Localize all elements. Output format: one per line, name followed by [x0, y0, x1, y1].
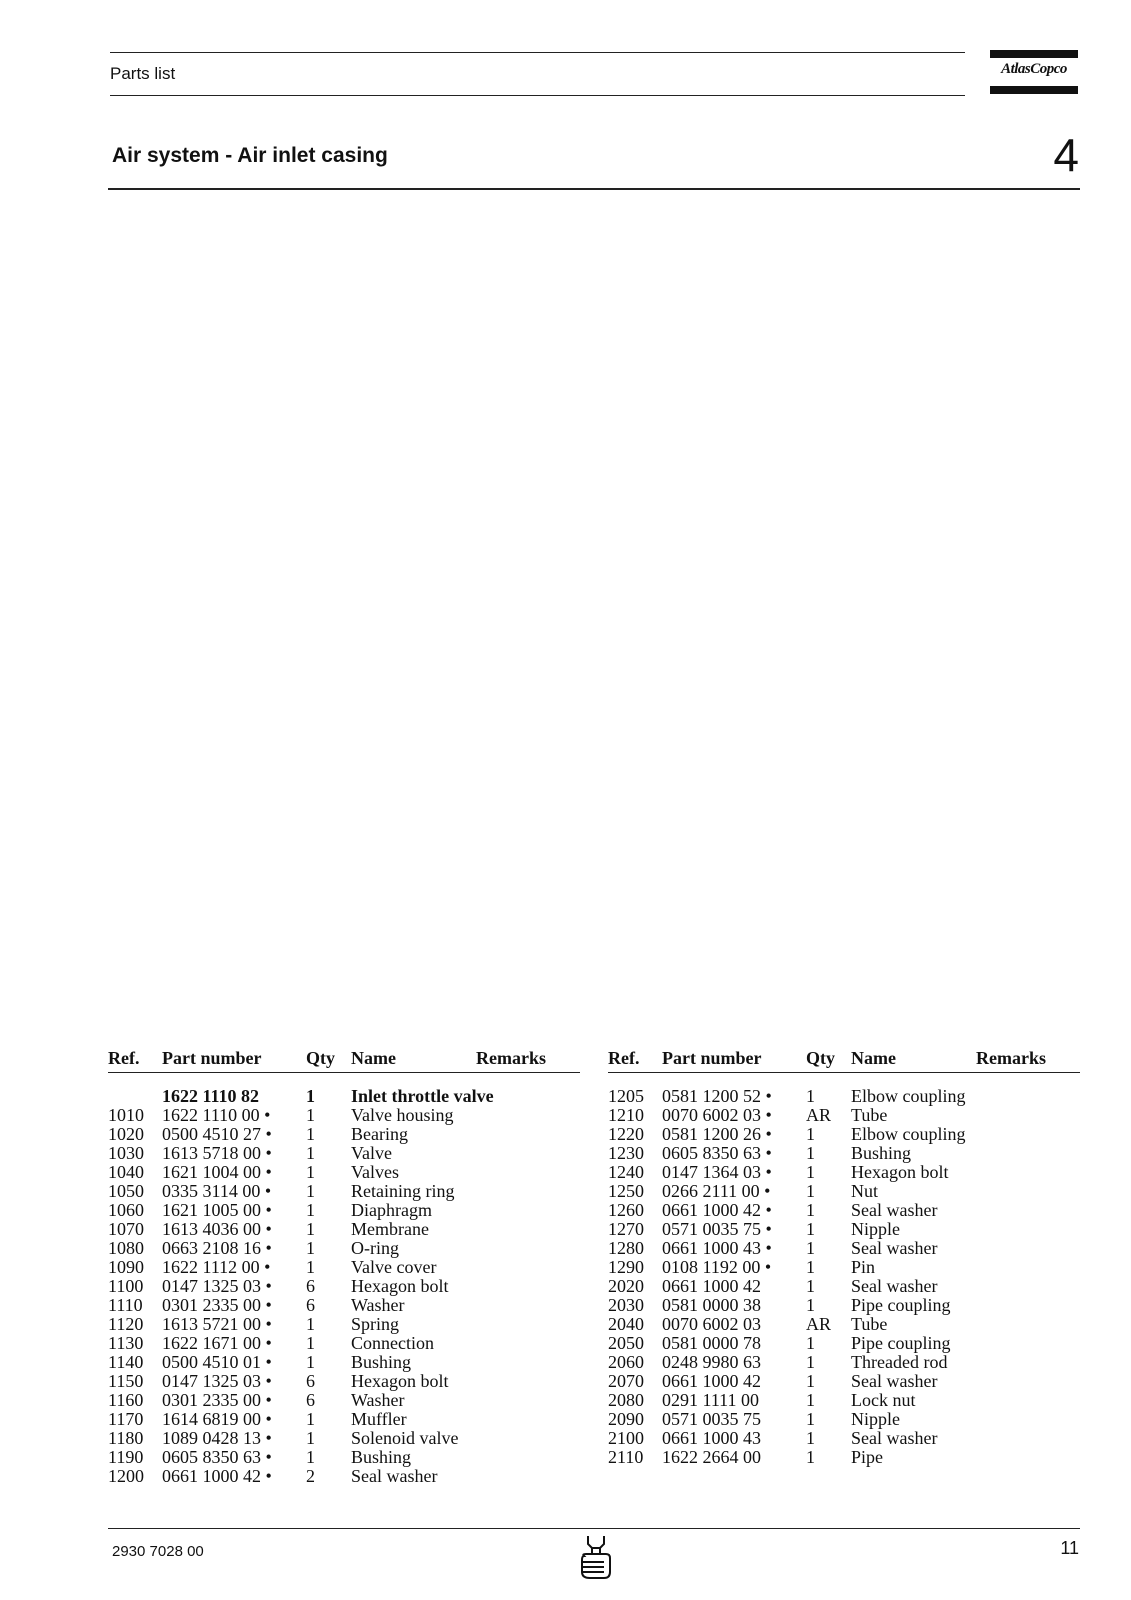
ref-cell: 1070: [108, 1219, 144, 1239]
table-body: [608, 1087, 1080, 1467]
ref-cell: 1150: [108, 1371, 144, 1391]
table-row: [608, 1258, 1080, 1277]
name-cell: Valve housing: [351, 1105, 454, 1125]
qty-cell: 1: [306, 1409, 315, 1429]
table-body: [108, 1087, 580, 1486]
ref-cell: 1210: [608, 1105, 644, 1125]
ref-cell: 1205: [608, 1086, 644, 1106]
part-number-cell: 1622 2664 00: [662, 1447, 761, 1467]
ref-cell: 1260: [608, 1200, 644, 1220]
section-rule: [108, 188, 1080, 190]
ref-cell: 1020: [108, 1124, 144, 1144]
table-row: [608, 1448, 1080, 1467]
name-cell: Bushing: [851, 1143, 912, 1163]
name-cell: Seal washer: [851, 1371, 938, 1391]
name-cell: Valve cover: [351, 1257, 437, 1277]
name-cell: Seal washer: [851, 1200, 938, 1220]
qty-cell: 1: [306, 1238, 315, 1258]
qty-cell: 1: [806, 1257, 815, 1277]
name-cell: Seal washer: [351, 1466, 438, 1486]
part-number-cell: 0581 1200 26 •: [662, 1124, 772, 1144]
header-label: Parts list: [110, 64, 176, 83]
part-number-cell: 0661 1000 43: [662, 1428, 761, 1448]
table-row: [108, 1391, 580, 1410]
name-cell: Pipe coupling: [851, 1295, 951, 1315]
part-number-cell: 1613 5718 00 •: [162, 1143, 272, 1163]
table-row: [108, 1296, 580, 1315]
ref-cell: 1180: [108, 1428, 144, 1448]
qty-column-header: Qty: [806, 1048, 835, 1068]
qty-cell: 1: [806, 1162, 815, 1182]
qty-cell: AR: [806, 1105, 832, 1125]
part-number-cell: 0291 1111 00: [662, 1390, 759, 1410]
table-row: [108, 1125, 580, 1144]
ref-cell: 1120: [108, 1314, 144, 1334]
table-row: [608, 1429, 1080, 1448]
part-number-cell: 1622 1671 00 •: [162, 1333, 272, 1353]
table-row: [108, 1106, 580, 1125]
part-number-cell: 0070 6002 03: [662, 1314, 761, 1334]
ref-cell: 1090: [108, 1257, 144, 1277]
table-row: [608, 1372, 1080, 1391]
part-number-cell: 0581 0000 78: [662, 1333, 761, 1353]
part-number-cell: 0070 6002 03 •: [662, 1105, 772, 1125]
name-cell: Hexagon bolt: [351, 1371, 449, 1391]
ref-cell: 1200: [108, 1466, 144, 1486]
part-number-cell: 0301 2335 00 •: [162, 1295, 272, 1315]
part-number-cell: 1089 0428 13 •: [162, 1428, 272, 1448]
part-number-cell: 0605 8350 63 •: [162, 1447, 272, 1467]
table-row: [608, 1106, 1080, 1125]
name-cell: Tube: [851, 1314, 888, 1334]
qty-cell: 1: [806, 1219, 815, 1239]
table-row: [108, 1372, 580, 1391]
header-top-rule: [110, 52, 965, 53]
name-cell: Membrane: [351, 1219, 429, 1239]
part-number-cell: 0661 1000 42: [662, 1276, 761, 1296]
qty-cell: 1: [306, 1314, 315, 1334]
name-cell: Elbow coupling: [851, 1124, 966, 1144]
ref-cell: 1250: [608, 1181, 644, 1201]
header-bottom-rule: [110, 95, 965, 96]
name-cell: O-ring: [351, 1238, 399, 1258]
qty-cell: 1: [306, 1219, 315, 1239]
illustration-area: [108, 200, 1080, 1030]
ref-cell: 2080: [608, 1390, 644, 1410]
document-number: 2930 7028 00: [112, 1543, 204, 1560]
qty-cell: 1: [306, 1143, 315, 1163]
name-cell: Seal washer: [851, 1276, 938, 1296]
table-row: [608, 1144, 1080, 1163]
name-cell: Valve: [351, 1143, 392, 1163]
name-cell: Hexagon bolt: [851, 1162, 949, 1182]
qty-cell: 2: [306, 1466, 315, 1486]
part-number-cell: 0581 0000 38: [662, 1295, 761, 1315]
part-number-cell: 0500 4510 01 •: [162, 1352, 272, 1372]
ref-cell: 2050: [608, 1333, 644, 1353]
part-number-cell: 1621 1004 00 •: [162, 1162, 272, 1182]
ref-cell: 1290: [608, 1257, 644, 1277]
table-row: [608, 1353, 1080, 1372]
part-number-cell: 0248 9980 63: [662, 1352, 761, 1372]
part-number-cell: 0266 2111 00 •: [662, 1181, 771, 1201]
table-row: [608, 1296, 1080, 1315]
ref-cell: 1010: [108, 1105, 144, 1125]
table-row: [608, 1391, 1080, 1410]
part-number-cell: 0605 8350 63 •: [662, 1143, 772, 1163]
name-cell: Threaded rod: [851, 1352, 948, 1372]
table-row: [108, 1277, 580, 1296]
wrench-hand-icon: [578, 1534, 614, 1580]
footer-rule: [108, 1528, 1080, 1529]
part-number-cell: 0301 2335 00 •: [162, 1390, 272, 1410]
part-number-cell: 0661 1000 43 •: [662, 1238, 772, 1258]
name-cell: Lock nut: [851, 1390, 916, 1410]
name-cell: Elbow coupling: [851, 1086, 966, 1106]
name-cell: Muffler: [351, 1409, 407, 1429]
table-row: [108, 1182, 580, 1201]
name-cell: Nipple: [851, 1219, 900, 1239]
ref-cell: 1100: [108, 1276, 144, 1296]
ref-cell: 1160: [108, 1390, 144, 1410]
table-row: [608, 1277, 1080, 1296]
ref-cell: 1230: [608, 1143, 644, 1163]
name-cell: Washer: [351, 1295, 405, 1315]
part-number-column-header: Part number: [162, 1048, 262, 1068]
ref-cell: 1040: [108, 1162, 144, 1182]
part-number-cell: 1614 6819 00 •: [162, 1409, 272, 1429]
qty-cell: 1: [806, 1352, 815, 1372]
atlas-copco-logo: [990, 50, 1078, 94]
part-number-cell: 1613 4036 00 •: [162, 1219, 272, 1239]
table-row: [108, 1410, 580, 1429]
name-cell: Bearing: [351, 1124, 408, 1144]
table-row: [108, 1220, 580, 1239]
table-row: [108, 1334, 580, 1353]
qty-cell: 1: [806, 1333, 815, 1353]
ref-cell: 2020: [608, 1276, 644, 1296]
part-number-cell: 1621 1005 00 •: [162, 1200, 272, 1220]
name-cell: Retaining ring: [351, 1181, 455, 1201]
part-number-cell: 0661 1000 42: [662, 1371, 761, 1391]
ref-cell: 1130: [108, 1333, 144, 1353]
table-row: [108, 1087, 580, 1106]
part-number-cell: 0147 1325 03 •: [162, 1276, 272, 1296]
remarks-column-header: Remarks: [976, 1048, 1046, 1068]
table-row: [608, 1220, 1080, 1239]
qty-cell: 1: [806, 1371, 815, 1391]
qty-cell: 1: [306, 1105, 315, 1125]
qty-cell: 1: [806, 1295, 815, 1315]
remarks-column-header: Remarks: [476, 1048, 546, 1068]
name-cell: Pipe: [851, 1447, 884, 1467]
qty-cell: 1: [306, 1181, 315, 1201]
part-number-cell: 1613 5721 00 •: [162, 1314, 272, 1334]
qty-cell: 6: [306, 1295, 315, 1315]
qty-cell: 1: [806, 1276, 815, 1296]
qty-cell: 1: [306, 1086, 315, 1106]
table-row: [108, 1448, 580, 1467]
table-row: [108, 1315, 580, 1334]
part-number-cell: 0661 1000 42 •: [662, 1200, 772, 1220]
logo-bottom-bar: [990, 86, 1078, 94]
qty-cell: 1: [806, 1238, 815, 1258]
qty-cell: 1: [306, 1333, 315, 1353]
ref-cell: 1030: [108, 1143, 144, 1163]
name-cell: Bushing: [351, 1352, 412, 1372]
qty-cell: AR: [806, 1314, 832, 1334]
ref-cell: 2040: [608, 1314, 644, 1334]
name-cell: Bushing: [351, 1447, 412, 1467]
table-row: [108, 1239, 580, 1258]
part-number-cell: 1622 1110 82: [162, 1086, 260, 1106]
qty-cell: 6: [306, 1390, 315, 1410]
name-cell: Tube: [851, 1105, 888, 1125]
qty-cell: 1: [806, 1390, 815, 1410]
qty-cell: 1: [806, 1181, 815, 1201]
name-cell: Spring: [351, 1314, 400, 1334]
ref-cell: 2090: [608, 1409, 644, 1429]
table-row: [108, 1201, 580, 1220]
parts-table-right: [608, 1048, 1080, 1467]
table-row: [608, 1334, 1080, 1353]
ref-cell: 1170: [108, 1409, 144, 1429]
qty-cell: 1: [306, 1124, 315, 1144]
qty-cell: 1: [306, 1257, 315, 1277]
qty-cell: 1: [806, 1200, 815, 1220]
part-number-cell: 0335 3114 00 •: [162, 1181, 272, 1201]
name-cell: Seal washer: [851, 1238, 938, 1258]
qty-cell: 1: [806, 1124, 815, 1144]
part-number-cell: 0500 4510 27 •: [162, 1124, 272, 1144]
qty-cell: 1: [306, 1352, 315, 1372]
name-column-header: Name: [851, 1048, 896, 1068]
part-number-cell: 0571 0035 75: [662, 1409, 761, 1429]
table-row: [608, 1239, 1080, 1258]
table-row: [608, 1087, 1080, 1106]
name-cell: Hexagon bolt: [351, 1276, 449, 1296]
name-column-header: Name: [351, 1048, 396, 1068]
logo-top-bar: [990, 50, 1078, 58]
qty-cell: 1: [306, 1200, 315, 1220]
ref-cell: 1190: [108, 1447, 144, 1467]
table-row: [608, 1163, 1080, 1182]
qty-cell: 1: [806, 1428, 815, 1448]
table-header: [608, 1048, 1080, 1073]
table-row: [608, 1315, 1080, 1334]
qty-cell: 1: [806, 1086, 815, 1106]
part-number-column-header: Part number: [662, 1048, 762, 1068]
name-cell: Valves: [351, 1162, 399, 1182]
name-cell: Washer: [351, 1390, 405, 1410]
ref-cell: 2030: [608, 1295, 644, 1315]
qty-cell: 6: [306, 1276, 315, 1296]
qty-cell: 1: [806, 1409, 815, 1429]
qty-cell: 1: [806, 1143, 815, 1163]
ref-column-header: Ref.: [608, 1048, 640, 1068]
ref-cell: 1060: [108, 1200, 144, 1220]
qty-cell: 1: [306, 1447, 315, 1467]
ref-cell: 1280: [608, 1238, 644, 1258]
part-number-cell: 0571 0035 75 •: [662, 1219, 772, 1239]
table-row: [108, 1163, 580, 1182]
name-cell: Connection: [351, 1333, 434, 1353]
ref-cell: 2060: [608, 1352, 644, 1372]
name-cell: Seal washer: [851, 1428, 938, 1448]
parts-table-left: [108, 1048, 580, 1486]
table-header: [108, 1048, 580, 1073]
page-number: 11: [1060, 1538, 1079, 1558]
name-cell: Nut: [851, 1181, 878, 1201]
ref-cell: 1220: [608, 1124, 644, 1144]
part-number-cell: 1622 1112 00 •: [162, 1257, 271, 1277]
part-number-cell: 0108 1192 00 •: [662, 1257, 772, 1277]
table-row: [608, 1201, 1080, 1220]
qty-cell: 1: [306, 1428, 315, 1448]
name-cell: Diaphragm: [351, 1200, 432, 1220]
ref-cell: 1140: [108, 1352, 144, 1372]
table-row: [108, 1258, 580, 1277]
name-cell: Pin: [851, 1257, 876, 1277]
section-title: Air system - Air inlet casing: [112, 144, 388, 167]
ref-cell: 1270: [608, 1219, 644, 1239]
part-number-cell: 0663 2108 16 •: [162, 1238, 272, 1258]
ref-cell: 1050: [108, 1181, 144, 1201]
qty-cell: 6: [306, 1371, 315, 1391]
ref-cell: 1240: [608, 1162, 644, 1182]
ref-column-header: Ref.: [108, 1048, 140, 1068]
name-cell: Inlet throttle valve: [351, 1086, 494, 1106]
ref-cell: 2070: [608, 1371, 644, 1391]
table-row: [108, 1429, 580, 1448]
table-row: [608, 1182, 1080, 1201]
table-row: [108, 1144, 580, 1163]
ref-cell: 1110: [108, 1295, 143, 1315]
table-row: [608, 1125, 1080, 1144]
part-number-cell: 0661 1000 42 •: [162, 1466, 272, 1486]
part-number-cell: 1622 1110 00 •: [162, 1105, 271, 1125]
qty-cell: 1: [306, 1162, 315, 1182]
qty-column-header: Qty: [306, 1048, 335, 1068]
part-number-cell: 0581 1200 52 •: [662, 1086, 772, 1106]
table-row: [108, 1353, 580, 1372]
qty-cell: 1: [806, 1447, 815, 1467]
ref-cell: 2110: [608, 1447, 644, 1467]
name-cell: Pipe coupling: [851, 1333, 951, 1353]
section-number: 4: [1053, 129, 1079, 181]
name-cell: Solenoid valve: [351, 1428, 459, 1448]
ref-cell: 2100: [608, 1428, 644, 1448]
ref-cell: 1080: [108, 1238, 144, 1258]
name-cell: Nipple: [851, 1409, 900, 1429]
table-row: [608, 1410, 1080, 1429]
part-number-cell: 0147 1364 03 •: [662, 1162, 772, 1182]
table-row: [108, 1467, 580, 1486]
part-number-cell: 0147 1325 03 •: [162, 1371, 272, 1391]
logo-wordmark: AtlasCopco: [1001, 61, 1067, 77]
